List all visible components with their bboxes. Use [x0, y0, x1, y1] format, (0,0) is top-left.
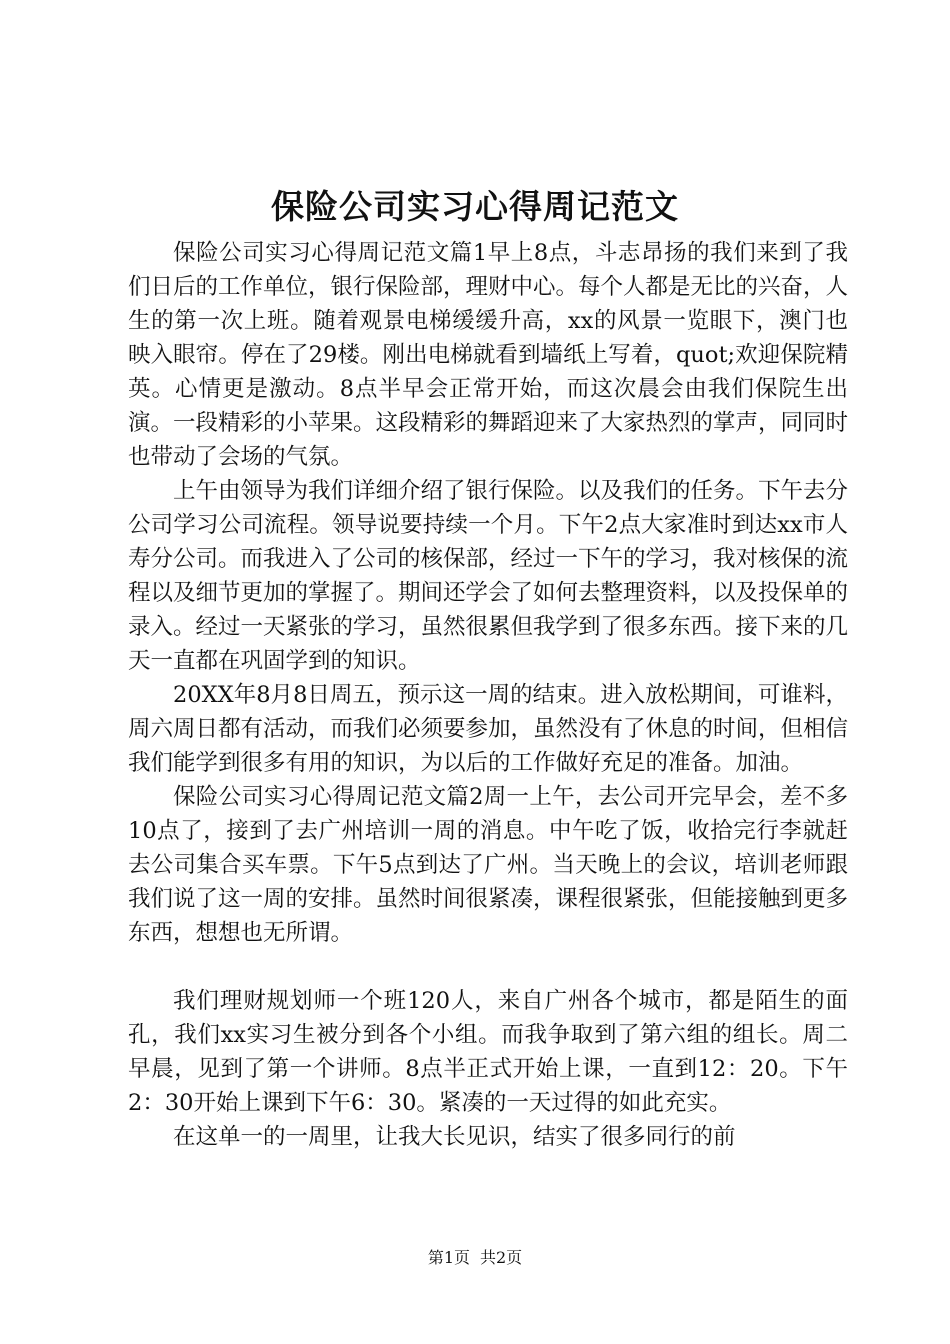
paragraph-4: 保险公司实习心得周记范文篇2周一上午，去公司开完早会，差不多10点了，接到了去广州培训一周的消息。中午吃了饭，收拾完行李就赶去公司集合买车票。下午5点到达了广州。当天晚上的会议，培训老师跟我们说了这一周的安排。虽然时间很紧凑，课程很紧张，但能接触到更多东西，想想也无所谓。 [128, 784, 849, 946]
paragraph-3: 20XX年8月8日周五，预示这一周的结束。进入放松期间，可谁料，周六周日都有活动，而我们必须要参加，虽然没有了休息的时间，但相信我们能学到很多有用的知识，为以后的工作做好充足的准备。加油。 [128, 682, 849, 776]
page-number-current: 第1页 [427, 1248, 470, 1267]
paragraph-2: 上午由领导为我们详细介绍了银行保险。以及我们的任务。下午去分公司学习公司流程。领导说要持续一个月。下午2点大家准时到达xx市人寿分公司。而我进入了公司的核保部，经过一下午的学习，我对核保的流程以及细节更加的掌握了。期间还学会了如何去整理资料，以及投保单的录入。经过一天紧张的学习，虽然很累但我学到了很多东西。接下来的几天一直都在巩固学到的知识。 [128, 478, 849, 674]
paragraph-5: 我们理财规划师一个班120人，来自广州各个城市，都是陌生的面孔，我们xx实习生被分到各个小组。而我争取到了第六组的组长。周二早晨，见到了第一个讲师。8点半正式开始上课，一直到12：20。下午2：30开始上课到下午6：30。紧凑的一天过得的如此充实。 [128, 988, 848, 1116]
paragraph-1: 保险公司实习心得周记范文篇1早上8点，斗志昂扬的我们来到了我们日后的工作单位，银行保险部，理财中心。每个人都是无比的兴奋，人生的第一次上班。随着观景电梯缓缓升高，xx的风景一览眼下，澳门也映入眼帘。停在了29楼。刚出电梯就看到墙纸上写着，quot;欢迎保院精英。心情更是激动。8点半早会正常开始，而这次晨会由我们保院生出演。一段精彩的小苹果。这段精彩的舞蹈迎来了大家热烈的掌声，同同时也带动了会场的气氛。 [128, 240, 849, 470]
page-footer [0, 1246, 950, 1270]
page-number-total: 共2页 [480, 1248, 523, 1267]
paragraph-6: 在这单一的一周里，让我大长见识，结实了很多同行的前 [173, 1124, 736, 1150]
document-body [128, 236, 848, 1154]
document-title: 保险公司实习心得周记范文 [271, 187, 679, 226]
